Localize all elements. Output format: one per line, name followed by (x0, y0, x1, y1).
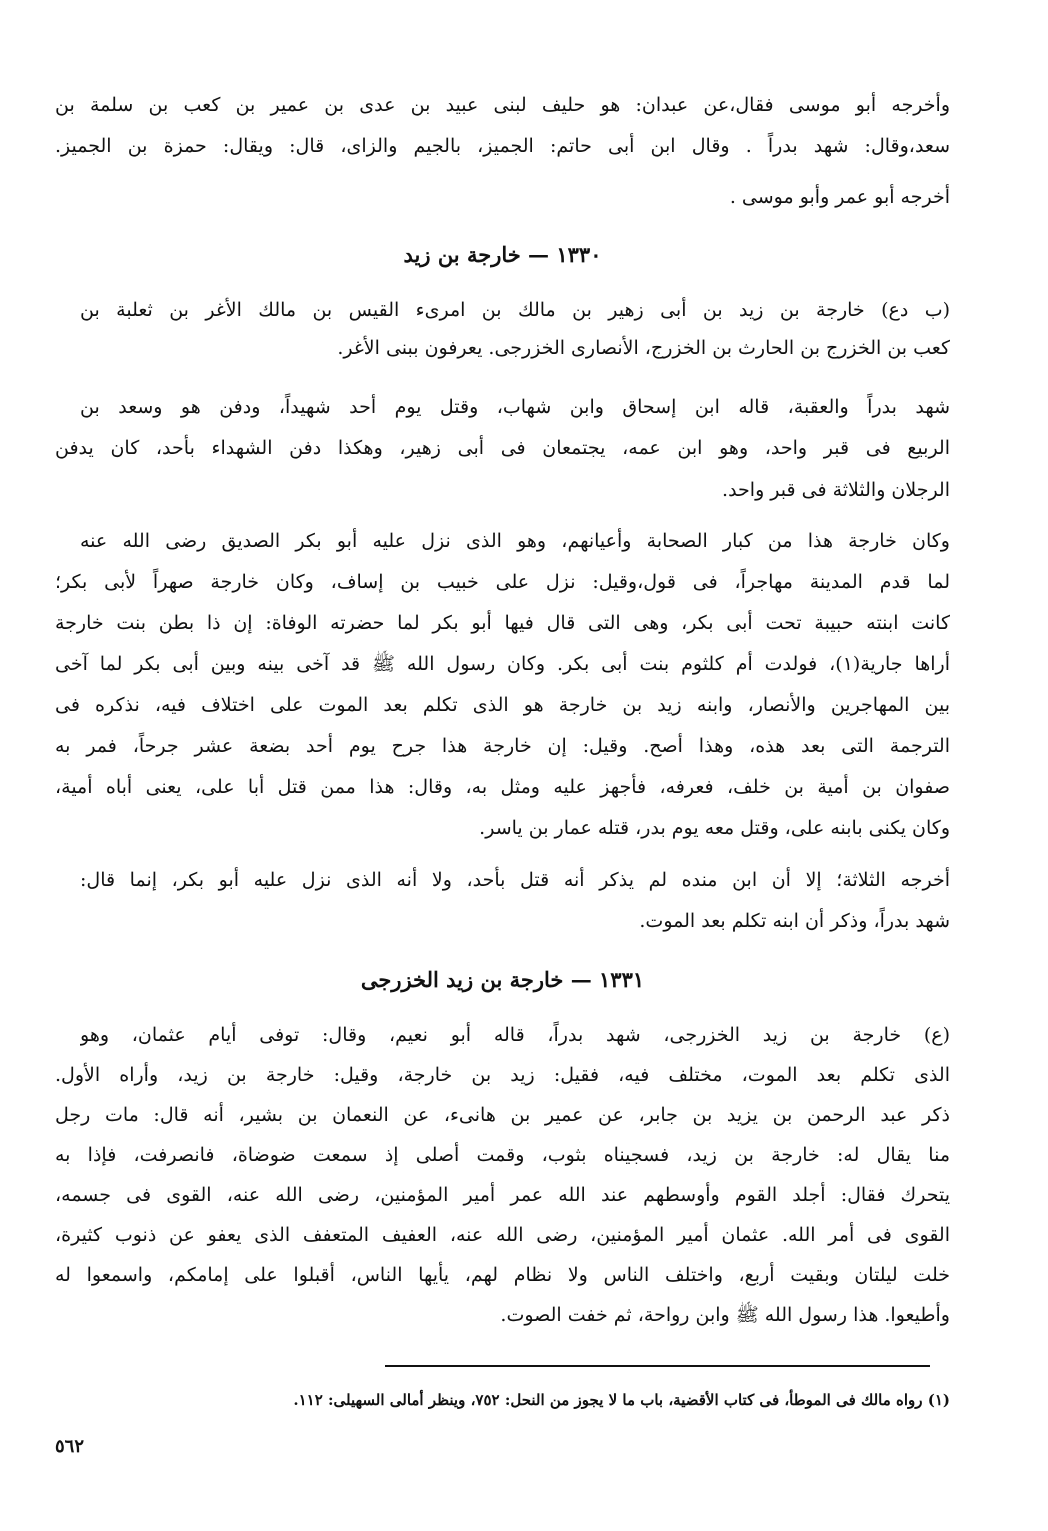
paragraph-line: كانت ابنته حبيبة تحت أبى بكر، وهى التى قال فيها أبو بكر لما حضرته الوفاة: إن ذا بطن بنت خارجة (55, 612, 950, 634)
document-page (55, 85, 950, 1485)
paragraph-line: سعد،وقال: شهد بدراً . وقال ابن أبى حاتم: الجميز، بالجيم والزاى، قال: ويقال: حمزة بن الجميز. (55, 135, 950, 157)
paragraph-line: بين المهاجرين والأنصار، وابنه زيد بن خارجة هو الذى تكلم بعد الموت على اختلاف فيه، نذكره فى (55, 694, 950, 716)
paragraph-line: الذى تكلم بعد الموت، مختلف فيه، فقيل: زيد بن خارجة، وقيل: خارجة بن زيد، وأراه الأول. (55, 1064, 950, 1086)
entry-heading-1330: ١٣٣٠ — خارجة بن زيد (403, 242, 602, 267)
paragraph-line: شهد بدراً والعقبة، قاله ابن إسحاق وابن شهاب، وقتل يوم أحد شهيداً، ودفن هو وسعد بن (80, 396, 950, 418)
paragraph-line: أراها جارية(١)، فولدت أم كلثوم بنت أبى بكر. وكان رسول الله ﷺ قد آخى بينه وبين أبى بكر لما آخى (55, 653, 950, 675)
paragraph-line: الربيع فى قبر واحد، وهو ابن عمه، يجتمعان فى أبى زهير، وهكذا دفن الشهداء بأحد، كان يدفن (55, 437, 950, 459)
paragraph-line: كعب بن الخزرج بن الحارث بن الخزرج، الأنصارى الخزرجى. يعرفون ببنى الأغر. (337, 337, 950, 359)
paragraph-line: وكان يكنى بابنه على، وقتل معه يوم بدر، قتله عمار بن ياسر. (479, 817, 950, 839)
paragraph-line: خلت ليلتان وبقيت أربع، واختلف الناس ولا نظام لهم، يأيها الناس، أقبلوا على إمامكم، واسمعوا له (55, 1264, 950, 1286)
paragraph-line: الرجلان والثلاثة فى قبر واحد. (722, 479, 950, 501)
paragraph-line: الترجمة التى بعد هذه، وهذا أصح. وقيل: إن خارجة هذا جرح يوم أحد بضعة عشر جرحاً، فمر به (55, 735, 950, 757)
page-number: ٥٦٢ (55, 1436, 85, 1457)
paragraph-line: وأطيعوا. هذا رسول الله ﷺ وابن رواحة، ثم خفت الصوت. (500, 1304, 950, 1326)
paragraph-line: يتحرك فقال: أجلد القوم وأوسطهم عند الله عمر أمير المؤمنين، رضى الله عنه، القوى فى جسمه، (55, 1184, 950, 1206)
paragraph-line: وأخرجه أبو موسى فقال،عن عبدان: هو حليف لبنى عبيد بن عدى بن عمير بن كعب بن سلمة بن (55, 94, 950, 116)
entry-heading-1331: ١٣٣١ — خارجة بن زيد الخزرجى (360, 967, 645, 992)
paragraph-line: القوى فى أمر الله. عثمان أمير المؤمنين، رضى الله عنه، العفيف المتعفف الذى يعفو عن ذنوب كثيرة، (55, 1224, 950, 1246)
paragraph-line: شهد بدراً، وذكر أن ابنه تكلم بعد الموت. (639, 910, 950, 932)
paragraph-line: أخرجه أبو عمر وأبو موسى . (729, 186, 950, 208)
footnote-divider (385, 1365, 930, 1367)
paragraph-line: لما قدم المدينة مهاجراً، فى قول،وقيل: نزل على خبيب بن إساف، وكان خارجة صهراً لأبى بكر؛ (55, 571, 950, 593)
paragraph-line: صفوان بن أمية بن خلف، فعرفه، فأجهز عليه ومثل به، وقال: هذا ممن قتل أبا على، يعنى أباه أمية، (55, 776, 950, 798)
paragraph-line: أخرجه الثلاثة؛ إلا أن ابن منده لم يذكر أنه قتل بأحد، ولا أنه الذى نزل عليه أبو بكر، إنما قال: (80, 869, 950, 891)
paragraph-line: وكان خارجة هذا من كبار الصحابة وأعيانهم، وهو الذى نزل عليه أبو بكر الصديق رضى الله عنه (80, 530, 950, 552)
paragraph-line: (ع) خارجة بن زيد الخزرجى، شهد بدراً، قاله أبو نعيم، وقال: توفى أيام عثمان، وهو (80, 1024, 950, 1046)
paragraph-line: ذكر عبد الرحمن بن يزيد بن جابر، عن عمير بن هانىء، عن النعمان بن بشير، أنه قال: مات رجل (55, 1104, 950, 1126)
footnote: (١) رواه مالك فى الموطأ، فى كتاب الأقضية، باب ما لا يجوز من النحل: ٧٥٢، وينظر أمالى السهيلى: ١١٢. (293, 1391, 950, 1409)
paragraph-line: منا يقال له: خارجة بن زيد، فسجيناه بثوب، وقمت أصلى إذ سمعت ضوضاة، فانصرفت، فإذا به (55, 1144, 950, 1166)
paragraph-line: (ب دع) خارجة بن زيد بن أبى زهير بن مالك بن امرىء القيس بن مالك الأغر بن ثعلبة بن (80, 299, 950, 321)
